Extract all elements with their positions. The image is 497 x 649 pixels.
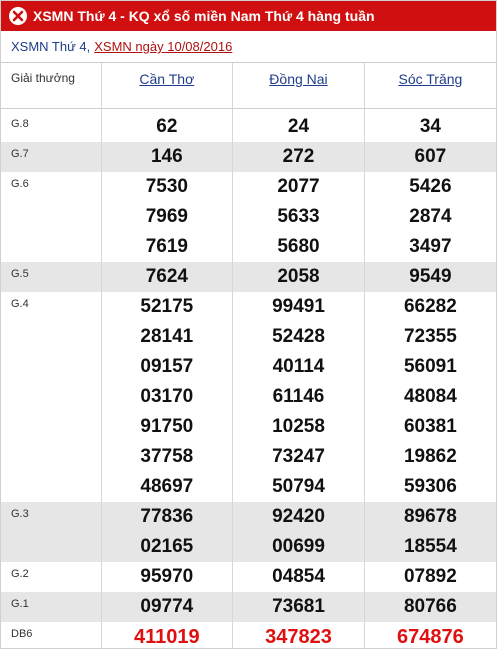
prize-label: G.1 <box>1 592 101 622</box>
prize-cell <box>233 292 365 502</box>
prize-number: 37758 <box>140 446 194 467</box>
prize-number: 89678 <box>403 506 457 527</box>
province-header-can-tho <box>101 63 233 108</box>
prize-cell <box>233 622 365 649</box>
prize-number: 18554 <box>403 536 457 557</box>
prize-row-g7 <box>1 142 496 172</box>
prize-cell <box>101 262 233 292</box>
prize-label: G.2 <box>11 568 29 580</box>
prize-cell <box>364 172 496 262</box>
prize-number: 5680 <box>277 236 320 257</box>
prize-number: 03170 <box>140 386 194 407</box>
prize-number: 3497 <box>409 236 452 257</box>
province-link-dong-nai[interactable]: Đồng Nai <box>269 71 328 87</box>
prize-number: 59306 <box>403 476 457 497</box>
xs-logo-icon <box>9 7 27 25</box>
province-link-can-tho[interactable]: Cần Thơ <box>139 71 195 87</box>
prize-cell <box>101 502 233 562</box>
prize-number: 2874 <box>409 206 452 227</box>
prize-number: 48697 <box>140 476 194 497</box>
prize-cell <box>101 142 233 172</box>
prize-number: 56091 <box>403 356 457 377</box>
prize-number: 91750 <box>140 416 194 437</box>
prize-number: 7624 <box>145 266 188 287</box>
prize-number: 07892 <box>403 566 457 587</box>
table-header-row <box>1 63 496 108</box>
prize-number: 24 <box>287 116 310 137</box>
prize-number: 80766 <box>403 596 457 617</box>
prize-cell <box>233 142 365 172</box>
prize-cell <box>364 502 496 562</box>
prize-cell <box>101 112 233 142</box>
prize-number: 09157 <box>140 356 194 377</box>
prize-row-g1 <box>1 592 496 622</box>
prize-number: 7530 <box>145 176 188 197</box>
prize-number: 92420 <box>272 506 325 527</box>
prize-label: G.4 <box>11 298 29 310</box>
prize-cell <box>364 562 496 592</box>
prize-label: DB6 <box>11 628 33 640</box>
prize-number: 28141 <box>140 326 194 347</box>
prize-cell <box>233 172 365 262</box>
x-icon <box>11 9 25 23</box>
prize-number: 7969 <box>145 206 188 227</box>
prize-number: 95970 <box>140 566 194 587</box>
prize-number: 62 <box>156 116 178 137</box>
prize-number: 10258 <box>272 416 325 437</box>
special-prize-number: 347823 <box>265 626 332 648</box>
special-prize-number: 674876 <box>397 626 464 648</box>
prize-cell <box>233 262 365 292</box>
prize-number: 5426 <box>409 176 452 197</box>
prize-number: 2058 <box>277 266 320 287</box>
prize-number: 2077 <box>277 176 320 197</box>
panel-header <box>1 1 496 31</box>
special-prize-number: 411019 <box>134 626 200 648</box>
prize-number: 9549 <box>409 266 452 287</box>
prize-cell <box>233 112 365 142</box>
prize-number: 61146 <box>272 386 325 407</box>
prize-label: G.8 <box>11 118 29 130</box>
prize-label: G.5 <box>1 262 101 292</box>
prize-number: 00699 <box>272 536 325 557</box>
prize-number: 04854 <box>272 566 325 587</box>
prize-row-g2 <box>1 562 496 592</box>
prize-number: 66282 <box>403 296 457 317</box>
prize-number: 52175 <box>140 296 194 317</box>
prize-cell <box>101 622 233 649</box>
prize-cell <box>233 502 365 562</box>
prize-number: 48084 <box>403 386 457 407</box>
prize-row-g3 <box>1 502 496 562</box>
results-table <box>1 63 496 649</box>
subheader-prefix: XSMN Thứ 4, <box>11 39 91 54</box>
province-link-soc-trang[interactable]: Sóc Trăng <box>398 71 463 87</box>
prize-cell <box>364 292 496 502</box>
prize-number: 40114 <box>272 356 325 377</box>
prize-cell <box>364 112 496 142</box>
prize-number: 73681 <box>272 596 325 617</box>
prize-number: 09774 <box>140 596 194 617</box>
prize-number: 60381 <box>403 416 457 437</box>
prize-number: 52428 <box>272 326 325 347</box>
prize-number: 272 <box>282 146 315 167</box>
prize-row-g6 <box>1 172 496 262</box>
prize-cell <box>101 562 233 592</box>
prize-number: 77836 <box>140 506 194 527</box>
prize-cell <box>233 592 365 622</box>
prize-cell <box>364 262 496 292</box>
prize-number: 607 <box>414 146 447 167</box>
prize-label: G.7 <box>1 142 101 172</box>
prize-cell <box>364 142 496 172</box>
prize-number: 19862 <box>403 446 457 467</box>
prize-number: 34 <box>419 116 441 137</box>
prize-number: 5633 <box>277 206 320 227</box>
panel-title: XSMN Thứ 4 - KQ xổ số miền Nam Thứ 4 hàng tuần <box>33 8 375 24</box>
prize-number: 02165 <box>140 536 194 557</box>
province-header-soc-trang <box>364 63 496 108</box>
prize-row-db6 <box>1 622 496 649</box>
prize-number: 7619 <box>145 236 188 257</box>
prize-cell <box>101 172 233 262</box>
prize-number: 73247 <box>272 446 325 467</box>
province-header-dong-nai <box>233 63 365 108</box>
prize-row-g4 <box>1 292 496 502</box>
prize-column-header: Giải thưởng <box>11 71 75 85</box>
prize-cell <box>101 292 233 502</box>
prize-row-g5 <box>1 262 496 292</box>
prize-number: 50794 <box>272 476 325 497</box>
prize-number: 72355 <box>403 326 457 347</box>
prize-cell <box>364 622 496 649</box>
prize-cell <box>101 592 233 622</box>
prize-cell <box>364 592 496 622</box>
prize-cell <box>233 562 365 592</box>
prize-number: 99491 <box>272 296 325 317</box>
result-date-line <box>1 31 496 63</box>
prize-label: G.3 <box>1 502 101 562</box>
prize-row-g8 <box>1 112 496 142</box>
prize-number: 146 <box>150 146 183 167</box>
prize-label: G.6 <box>11 178 29 190</box>
result-date-link[interactable]: XSMN ngày 10/08/2016 <box>94 39 233 54</box>
